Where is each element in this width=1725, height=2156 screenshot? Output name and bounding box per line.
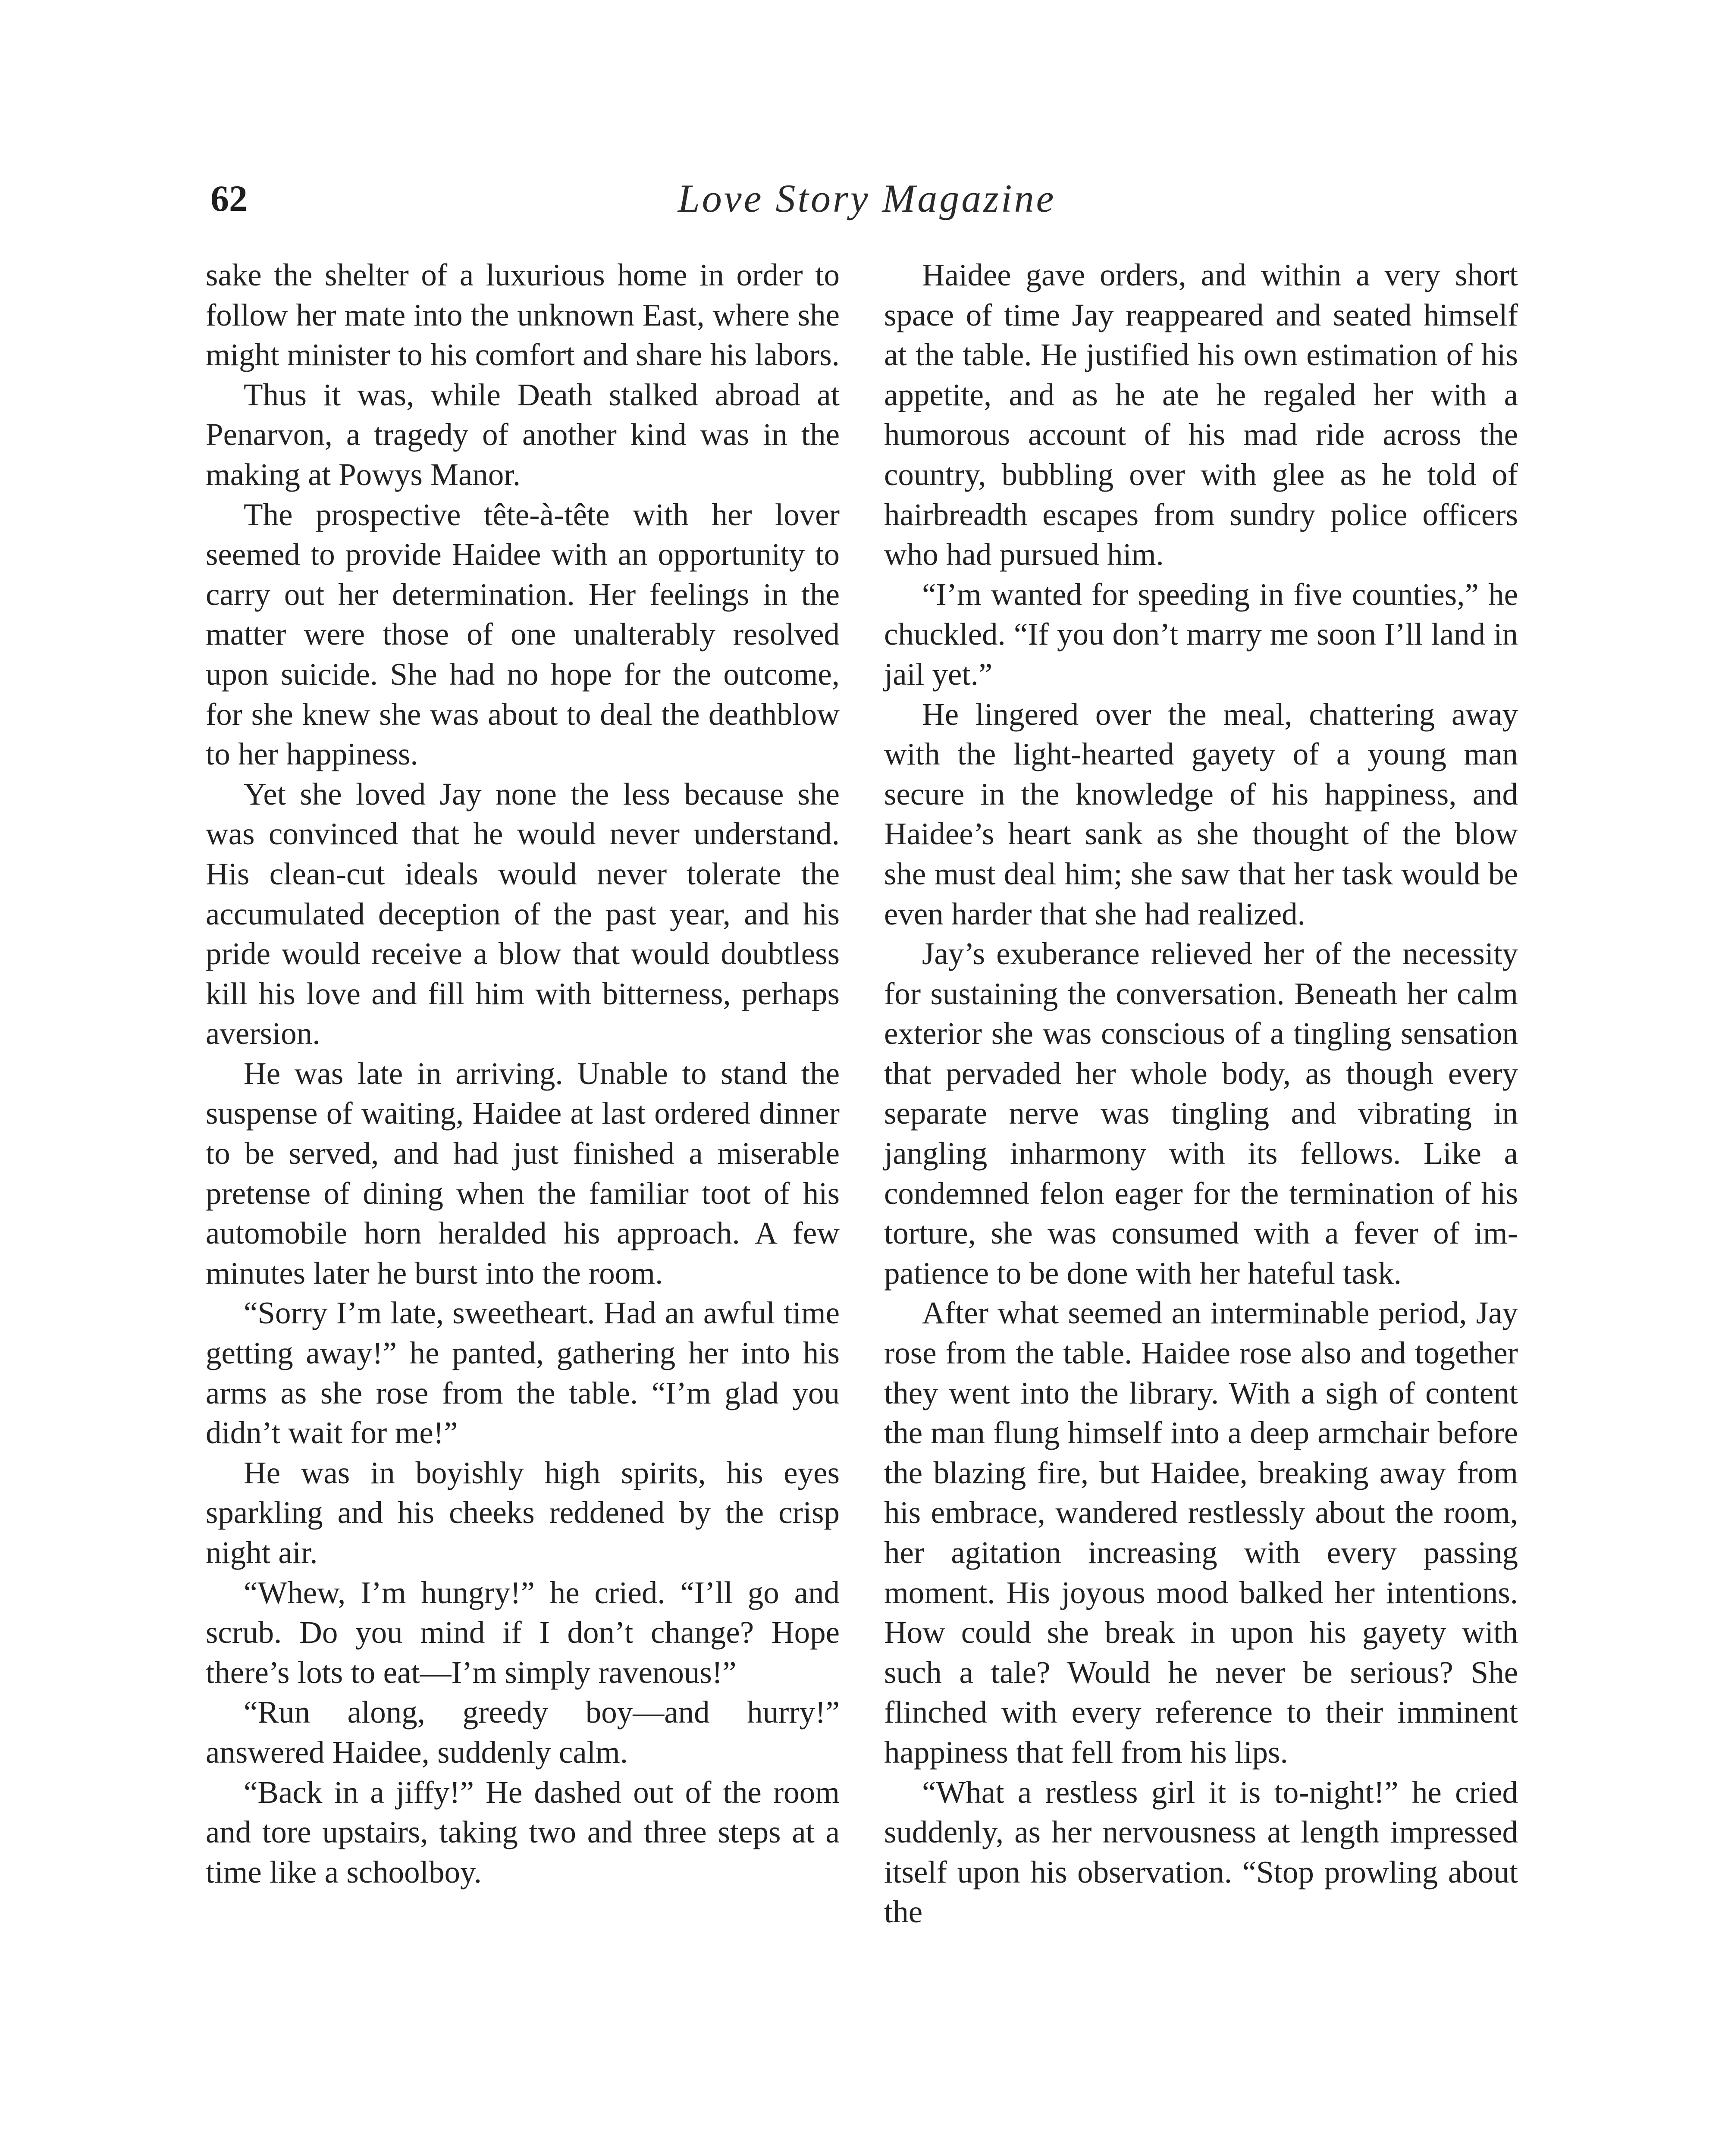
- paragraph: He lingered over the meal, chattering away with the light-hearted gayety of a young man secure in the knowledge of his happiness, and Haidee’s heart sank as she thought of the blow she must deal him; she saw that her task would be even harder that she had realized.: [884, 696, 1518, 931]
- paragraph: “Run along, greedy boy—and hurry!” answered Haidee, suddenly calm.: [206, 1695, 840, 1770]
- paragraph: After what seemed an interminable period, Jay rose from the table. Haidee rose also and together they went into the library. With a sigh of content the man flung himself into a deep armchair before the blazing fire, but Haidee, breaking away from his embrace, wandered restlessly about the room, her agitation increasing with every passing moment. His joyous mood balked her intentions. How could she break in upon his gayety with such a tale? Would he never be serious? She flinched with every reference to their imminent happiness that fell from his lips.: [884, 1295, 1518, 1770]
- paragraph: “What a restless girl it is to-night!” he cried suddenly, as her nervousness at length impressed itself upon his observation. “Stop prowling about the: [884, 1774, 1518, 1930]
- paragraph: Thus it was, while Death stalked abroad at Penarvon, a tragedy of another kind was in the making at Powys Manor.: [206, 377, 840, 492]
- paragraph: Haidee gave orders, and within a very short space of time Jay reappeared and seated himself at the table. He justified his own estimation of his appetite, and as he ate he regaled her with a humorous account of his mad ride across the country, bubbling over with glee as he told of hairbreadth escapes from sundry police officers who had pursued him.: [884, 257, 1518, 572]
- page-header: [207, 170, 1527, 226]
- paragraph: He was late in arriving. Unable to stand the suspense of waiting, Haidee at last ordered dinner to be served, and had just finished a miserable pretense of dining when the familiar toot of his automobile horn heralded his approach. A few minutes later he burst into the room.: [206, 1056, 840, 1291]
- paragraph: Yet she loved Jay none the less because she was convinced that he would never understand. His clean-cut ideals would never tolerate the accumulated deception of the past year, and his pride would receive a blow that would doubtless kill his love and fill him with bitterness, perhaps aversion.: [206, 776, 840, 1051]
- left-column: [206, 255, 840, 1892]
- page-number: 62: [210, 178, 248, 219]
- paragraph: He was in boyishly high spirits, his eyes sparkling and his cheeks reddened by the crisp night air.: [206, 1455, 840, 1570]
- paragraph: “Sorry I’m late, sweetheart. Had an awful time getting away!” he panted, gathering her into his arms as she rose from the table. “I’m glad you didn’t wait for me!”: [206, 1295, 840, 1451]
- paragraph: sake the shelter of a luxurious home in order to follow her mate into the unknown East, where she might minister to his comfort and share his labors.: [206, 257, 840, 373]
- paragraph: “Back in a jiffy!” He dashed out of the room and tore upstairs, taking two and three steps at a time like a schoolboy.: [206, 1774, 840, 1890]
- paragraph: Jay’s exuberance relieved her of the necessity for sustaining the conversation. Beneath her calm exterior she was conscious of a tingling sensation that pervaded her whole body, as though every separate nerve was tingling and vibrating in jangling inharmony with its fellows. Like a condemned felon eager for the termination of his torture, she was consumed with a fever of impatience to be done with her hateful task.: [884, 936, 1518, 1291]
- paragraph: “Whew, I’m hungry!” he cried. “I’ll go and scrub. Do you mind if I don’t change? Hope there’s lots to eat—I’m simply ravenous!”: [206, 1575, 840, 1690]
- paragraph: “I’m wanted for speeding in five counties,” he chuckled. “If you don’t marry me soon I’ll land in jail yet.”: [884, 577, 1518, 692]
- paragraph: The prospective tête-à-tête with her lover seemed to provide Haidee with an opportunity to carry out her determination. Her feelings in the matter were those of one unalterably resolved upon suicide. She had no hope for the outcome, for she knew she was about to deal the deathblow to her happiness.: [206, 497, 840, 772]
- magazine-title: Love Story Magazine: [677, 176, 1056, 220]
- right-column: [884, 255, 1518, 1932]
